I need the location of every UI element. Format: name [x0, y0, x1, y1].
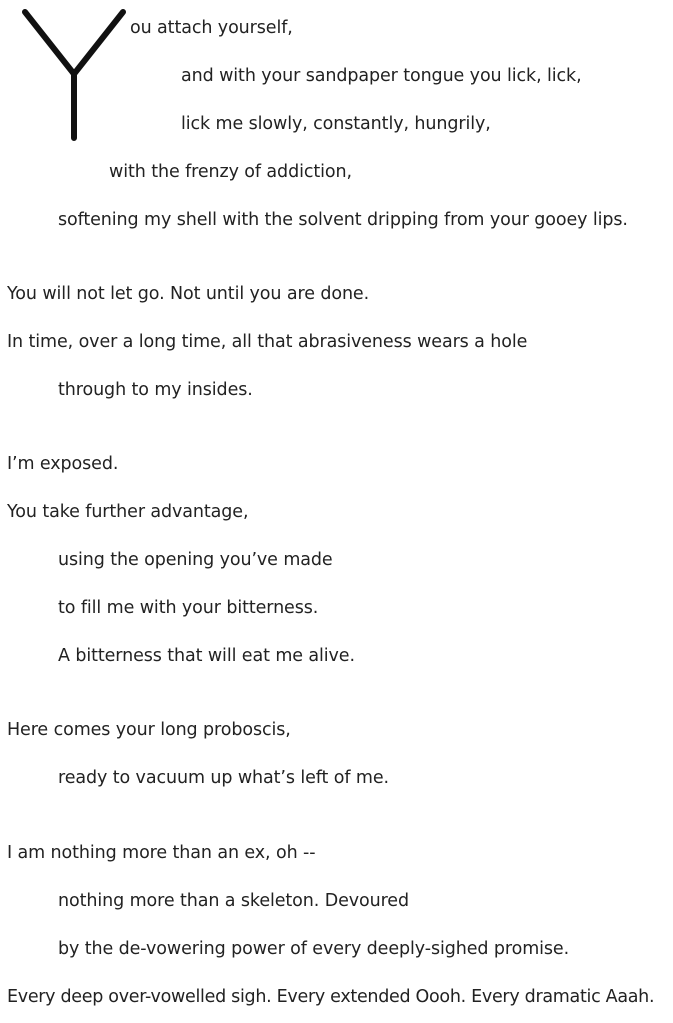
poem-line: softening my shell with the solvent dripping from your gooey lips.: [58, 210, 628, 230]
poem-line: and with your sandpaper tongue you lick, lick,: [181, 66, 582, 86]
poem-line: lick me slowly, constantly, hungrily,: [181, 114, 491, 134]
poem-line: I am nothing more than an ex, oh --: [7, 843, 316, 863]
poem-line: I’m exposed.: [7, 454, 119, 474]
poem-line: A bitterness that will eat me alive.: [58, 646, 355, 666]
poem-line: using the opening you’ve made: [58, 550, 333, 570]
drop-cap-y: [20, 8, 128, 142]
poem-line: to fill me with your bitterness.: [58, 598, 319, 618]
poem-line: Here comes your long proboscis,: [7, 720, 291, 740]
poem-line: through to my insides.: [58, 380, 253, 400]
poem-line: ou attach yourself,: [130, 18, 293, 38]
poem-line: You take further advantage,: [7, 502, 249, 522]
poem-line: nothing more than a skeleton. Devoured: [58, 891, 409, 911]
poem-line: with the frenzy of addiction,: [109, 162, 352, 182]
poem-line: In time, over a long time, all that abrasiveness wears a hole: [7, 332, 528, 352]
poem-line: Every deep over-vowelled sigh. Every extended Oooh. Every dramatic Aaah.: [7, 987, 655, 1007]
poem-line: You will not let go. Not until you are done.: [7, 284, 370, 304]
poem-line: ready to vacuum up what’s left of me.: [58, 768, 389, 788]
poem-line: by the de-vowering power of every deeply-sighed promise.: [58, 939, 570, 959]
